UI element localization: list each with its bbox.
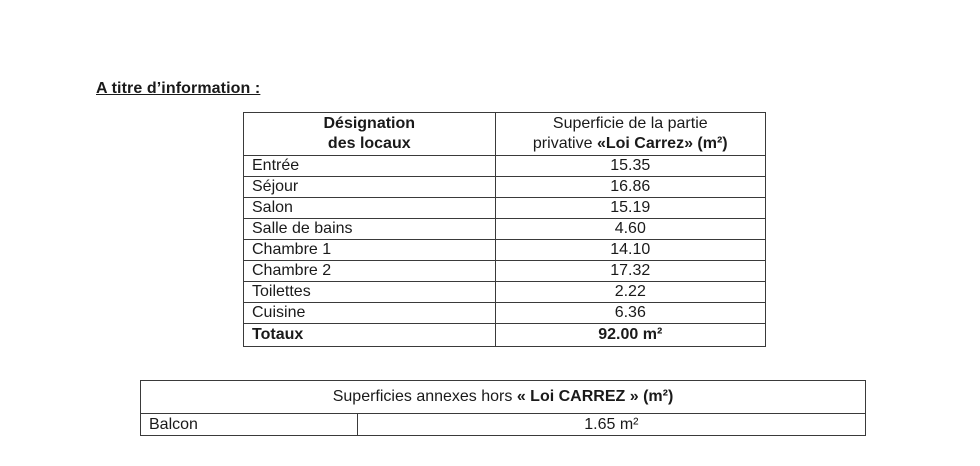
header-designation-line2: des locaux <box>327 135 411 152</box>
header-superficie-line1: Superficie de la partie <box>552 115 708 132</box>
column-header-superficie <box>495 113 765 156</box>
room-name: Salon <box>244 198 496 219</box>
room-name: Salle de bains <box>244 219 496 240</box>
room-name: Cuisine <box>244 303 496 324</box>
header-superficie-unit: «Loi Carrez» (m²) <box>596 135 728 152</box>
annex-surface-table <box>140 380 866 436</box>
carrez-surface-table <box>243 112 766 347</box>
column-header-designation <box>244 113 496 156</box>
room-name: Séjour <box>244 177 496 198</box>
room-area: 14.10 <box>495 240 765 261</box>
total-value: 92.00 m² <box>495 324 765 347</box>
annex-header-bold: « Loi CARREZ » (m²) <box>516 388 674 405</box>
room-name: Chambre 2 <box>244 261 496 282</box>
section-heading: A titre d’information : <box>96 80 261 97</box>
annex-area: 1.65 m² <box>357 414 865 436</box>
room-area: 6.36 <box>495 303 765 324</box>
room-area: 16.86 <box>495 177 765 198</box>
table-row <box>244 198 766 219</box>
header-superficie-line2: privative <box>532 135 597 152</box>
annex-header-row <box>141 381 866 414</box>
table-row <box>244 240 766 261</box>
room-area: 17.32 <box>495 261 765 282</box>
room-area: 2.22 <box>495 282 765 303</box>
annex-header-text: Superficies annexes hors <box>332 388 517 405</box>
annex-name: Balcon <box>141 414 358 436</box>
table-row <box>141 414 866 436</box>
total-row <box>244 324 766 347</box>
table-header-row <box>244 113 766 156</box>
room-area: 15.19 <box>495 198 765 219</box>
room-area: 15.35 <box>495 156 765 177</box>
header-designation-line1: Désignation <box>323 115 416 132</box>
table-row <box>244 282 766 303</box>
table-row <box>244 303 766 324</box>
table-row <box>244 219 766 240</box>
table-row <box>244 156 766 177</box>
room-area: 4.60 <box>495 219 765 240</box>
total-label: Totaux <box>244 324 496 347</box>
room-name: Chambre 1 <box>244 240 496 261</box>
table-row <box>244 261 766 282</box>
table-row <box>244 177 766 198</box>
room-name: Toilettes <box>244 282 496 303</box>
room-name: Entrée <box>244 156 496 177</box>
annex-header <box>141 381 866 414</box>
